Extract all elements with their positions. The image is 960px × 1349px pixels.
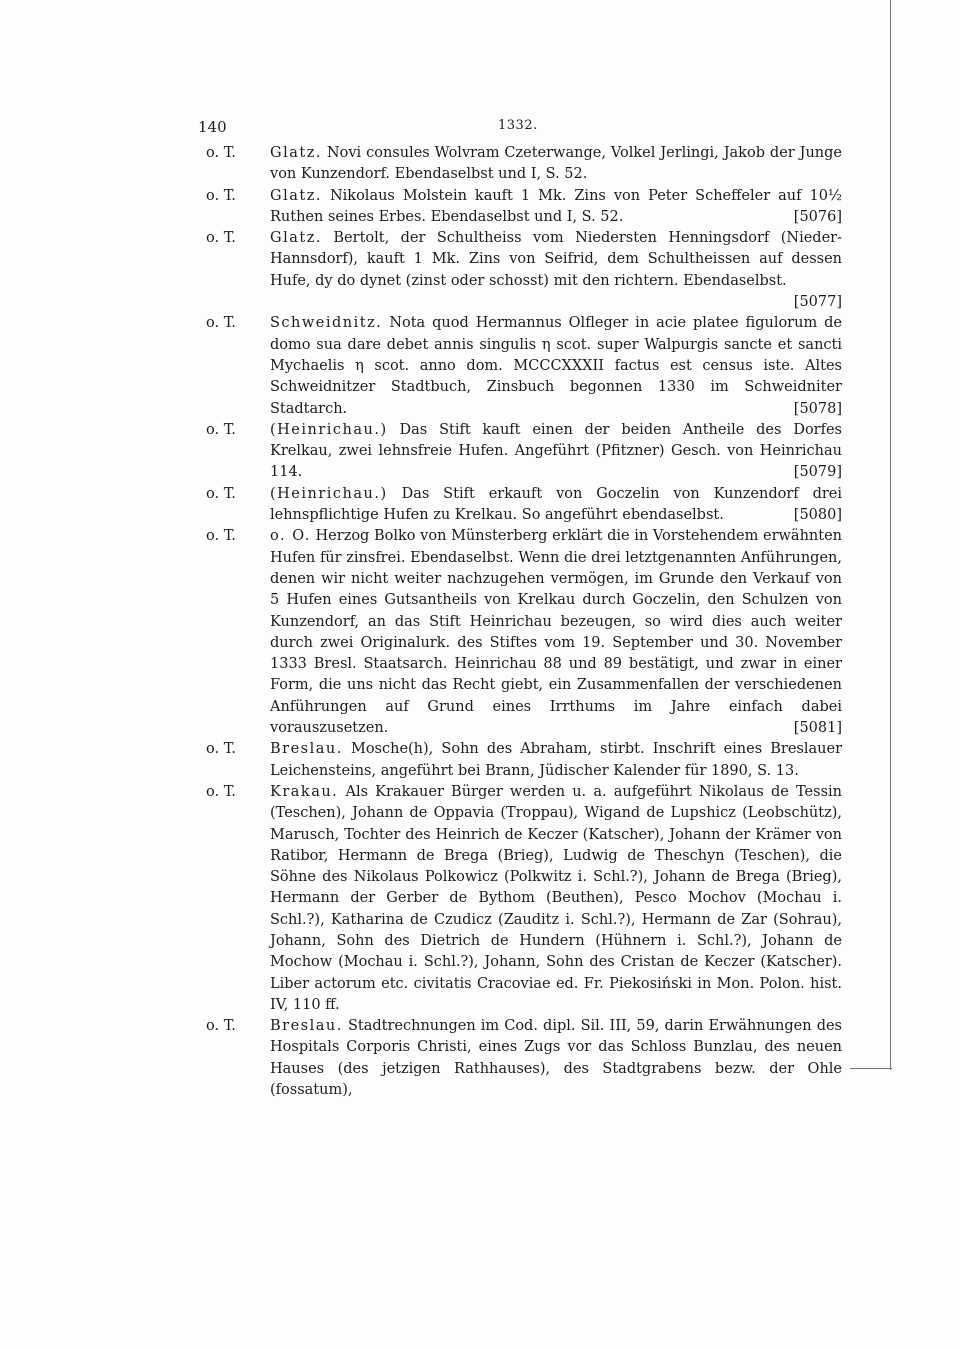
entry-body: Novi consules Wolvram Czeterwange, Volkel Jerlingi, Jakob der Junge von Kunzendorf. Ebendaselbst und I, S. 52.: [270, 145, 843, 183]
entry-date: o. T.: [206, 783, 236, 800]
entry-body: Stadtrechnungen im Cod. dipl. Sil. III, 59, darin Erwähnungen des Hospitals Corporis Christi, eines Zugs vor das Schloss Bunzlau, des neuen Hauses (des jetzigen Rathhauses), des Stadtgrabens bezw. der Ohle (fossatum),: [270, 1018, 842, 1099]
entry: [206, 313, 842, 419]
entry-text: [270, 782, 842, 1016]
page-edge-line: [890, 0, 891, 1070]
entry-body: Mosche(h), Sohn des Abraham, stirbt. Inschrift eines Breslauer Leichensteins, angeführt bei Brann, Jüdischer Kalender für 1890, S. 13.: [270, 741, 843, 779]
entry: [206, 228, 842, 313]
entry-text: [270, 228, 842, 313]
entry-body: Bertolt, der Schultheiss vom Niedersten Henningsdorf (Nieder-Hannsdorf), kauft 1 Mk. Zins von Seifrid, dem Schultheissen auf dessen Hufe, dy do dynet (zinst oder schosst) mit den richtern. Ebendaselbst.: [270, 230, 842, 289]
entry-date: o. T.: [206, 230, 236, 247]
entry-date: o. T.: [206, 1018, 236, 1035]
entry-text: [270, 526, 842, 739]
entry-body: Das Stift kauft einen der beiden Antheile des Dorfes Krelkau, zwei lehnsfreie Hufen. Angeführt (Pfitzner) Gesch. von Heinrichau 114.: [270, 421, 842, 481]
entry-date: o. T.: [206, 485, 236, 502]
entry-reference-number: [5081]: [793, 720, 842, 737]
entry-place: Krakau.: [270, 783, 339, 800]
entry-text: [270, 143, 842, 186]
entry-place: Breslau.: [270, 1018, 343, 1035]
entry-place: Schweidnitz.: [270, 315, 383, 332]
entry: [206, 782, 842, 1016]
entry-body: Nikolaus Molstein kauft 1 Mk. Zins von Peter Scheffeler auf 10½ Ruthen seines Erbes. Ebendaselbst und I, S. 52.: [270, 187, 843, 225]
entry: [206, 526, 842, 739]
entry-text: [270, 1016, 842, 1101]
entry: [206, 143, 842, 186]
entry-reference-number: [5076]: [793, 208, 842, 225]
entry-place: o. O.: [270, 528, 311, 545]
entry-body: Das Stift erkauft von Goczelin von Kunzendorf drei lehnspflichtige Hufen zu Krelkau. So angeführt ebendaselbst.: [270, 485, 843, 524]
entry-date: o. T.: [206, 528, 236, 545]
entry-body: Nota quod Hermannus Olfleger in acie platee figulorum de domo sua dare debet annis singulis η scot. super Walpurgis sancte et sancti Mychaelis η scot. anno dom. MCCCXXXII factus est census iste. Altes Schweidnitzer Stadtbuch, Zinsbuch begonnen 1330 im Schweidniter Stadtarch.: [270, 315, 843, 417]
entry-text: [270, 484, 842, 527]
entry: [206, 420, 842, 484]
entry-body: Als Krakauer Bürger werden u. a. aufgeführt Nikolaus de Tessin (Teschen), Johann de Oppavia (Troppau), Wigand de Lupshicz (Leobschütz), Marusch, Tochter des Heinrich de Keczer (Katscher), Johann der Krämer von Ratibor, Hermann de Brega (Brieg), Ludwig de Theschyn (Teschen), die Söhne des Nikolaus Polkowicz (Polkwitz i. Schl.?), Johann de Brega (Brieg), Hermann der Gerber de Bythom (Beuthen), Pesco Mochov (Mochau i. Schl.?), Katharina de Czudicz (Zauditz i. Schl.?), Hermann de Zar (Sohrau), Johann, Sohn des Dietrich de Hundern (Hühnern i. Schl.?), Johann de Mochow (Mochau i. Schl.?), Johann, Sohn des Cristan de Keczer (Katscher). Liber actorum etc. civitatis Cracoviae ed. Fr. Piekosiński in Mon. Polon. hist. IV, 110 ff.: [270, 783, 842, 1013]
entry-reference-number: [5078]: [793, 400, 842, 417]
entry-date: o. T.: [206, 187, 236, 204]
entry-place: Breslau.: [270, 741, 343, 758]
entry-reference-number: [5079]: [793, 464, 842, 481]
entry-date: o. T.: [206, 315, 236, 332]
entry-date: o. T.: [206, 145, 236, 161]
entry-text: [270, 313, 842, 419]
entries-list: [206, 143, 842, 1101]
entry: [206, 1016, 842, 1101]
entry-date: o. T.: [206, 741, 236, 758]
entry-text: [270, 739, 842, 782]
entry: [206, 484, 842, 527]
entry-text: [270, 420, 842, 484]
running-header-year: 1332.: [498, 118, 538, 133]
entry-text: [270, 186, 842, 229]
entry-place: Glatz.: [270, 230, 322, 247]
page-edge-tick: [850, 1068, 892, 1069]
entry: [206, 739, 842, 782]
entry-place: (Heinrichau.): [270, 485, 388, 502]
entry-reference-number: [5080]: [793, 507, 842, 524]
entry: [206, 186, 842, 229]
entry-place: Glatz.: [270, 187, 322, 204]
entry-place: (Heinrichau.): [270, 421, 388, 438]
page-number: 140: [198, 118, 227, 136]
entry-place: Glatz.: [270, 145, 322, 161]
entry-body: Herzog Bolko von Münsterberg erklärt die in Vorstehendem erwähnten Hufen für zinsfrei. Ebendaselbst. Wenn die drei letztgenannten Anführungen, denen wir nicht weiter nachzugehen vermögen, im Grunde den Verkauf von 5 Hufen eines Gutsantheils von Krelkau durch Goczelin, den Schulzen von Kunzendorf, an das Stift Heinrichau bezeugen, so wird dies auch weiter durch zwei Originalurk. des Stiftes vom 19. September und 30. November 1333 Bresl. Staatsarch. Heinrichau 88 und 89 bestätigt, und zwar in einer Form, die uns nicht das Recht giebt, ein Zusammenfallen der verschiedenen Anführungen auf Grund eines Irrthums im Jahre einfach dabei vorauszusetzen.: [270, 528, 842, 737]
entry-date: o. T.: [206, 421, 236, 438]
entry-reference-number: [5077]: [793, 294, 842, 311]
